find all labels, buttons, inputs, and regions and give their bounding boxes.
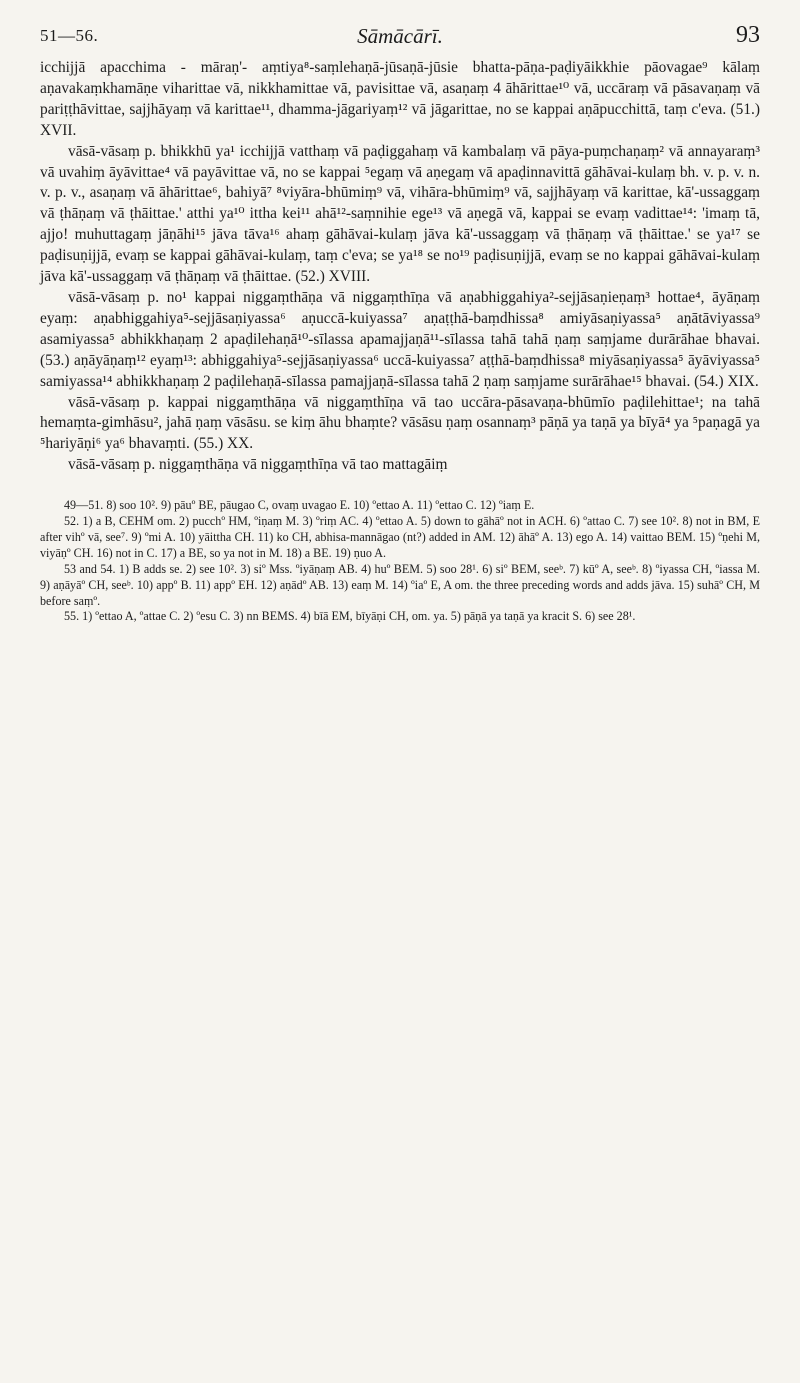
running-title: Sāmācārī. (357, 24, 443, 48)
paragraph-55: vāsā-vāsaṃ p. kappai niggaṃthāṇa vā niggaṃthīṇa vā tao uccāra-pāsavaṇa-bhūmīo paḍilehittae¹; na tahā hemaṃta-gimhāsu², jahā ṇaṃ vāsāsu. se kiṃ āhu bhaṃte? vāsāsu ṇaṃ osannaṃ³ pāṇā ya taṇā ya bīyā⁴ ya ⁵paṇagā ya ⁵hariyāṇi⁶ ya⁶ bhavaṃti. (55.) XX. (40, 393, 760, 453)
paragraph-56-start: vāsā-vāsaṃ p. niggaṃthāṇa vā niggaṃthīṇa vā tao mattagāiṃ (68, 456, 448, 474)
footnote-block-55: 55. 1) ºettao A, ºattae C. 2) ºesu C. 3) nn BEMS. 4) bīā EM, bīyāṇi CH, om. ya. 5) pāṇā ya taṇā ya kracit S. 6) see 28¹. (64, 609, 636, 624)
footnote-block-49-51: 49—51. 8) soo 10². 9) pāuº BE, pāugao C, ovaṃ uvagao E. 10) ºettao A. 11) ºettao C. 12) ºiaṃ E. (64, 498, 535, 513)
page-number: 93 (736, 22, 760, 48)
paragraph-51: icchijjā apacchima - māraṇ'- aṃtiya⁸-saṃlehaṇā-jūsaṇā-jūsie bhatta-pāṇa-paḍiyāikkhie pāovagae⁹ kālaṃ aṇavakaṃkhamāṇe viharittae vā, nikkhamittae vā, pavisittae vā, asaṇaṃ 4 āhārittae¹⁰ vā, uccāraṃ vā pāsavaṇaṃ vā pariṭṭhāvittae, sajjhāyaṃ vā karittae¹¹, dhamma-jāgariyaṃ¹² vā jāgarittae, no se kappai aṇāpucchittā, taṃ c'eva. (51.) XVII. (40, 59, 760, 139)
verse-range: 51—56. (40, 26, 99, 45)
paragraph-52: vāsā-vāsaṃ p. bhikkhū ya¹ icchijjā vatthaṃ vā paḍiggahaṃ vā kambalaṃ vā pāya-puṃchaṇaṃ² vā annayaraṃ³ vā uvahiṃ āyāvittae⁴ vā payāvittae vā, no se kappai ⁵egaṃ vā aṇegaṃ vā apaḍinnavittā gāhāvai-kulaṃ bh. v. p. v. n. v. p. v., asaṇaṃ vā āhārittae⁶, bahiyā⁷ ⁸viyāra-bhūmiṃ⁹ vā, vihāra-bhūmiṃ⁹ vā, sajjhāyaṃ vā karittae, kā'-ussaggaṃ vā ṭhāṇaṃ vā ṭhāittae.' atthi ya¹⁰ ittha kei¹¹ ahā¹²-saṃnihie ege¹³ vā aṇegā vā, kappai se evaṃ vadittae¹⁴: 'imaṃ tā, ajjo! muhuttagaṃ jāṇāhi¹⁵ jāva tāva¹⁶ ahaṃ gāhāvai-kulaṃ jāva kā'-ussaggaṃ vā ṭhāṇaṃ vā ṭhāittae.' se ya¹⁷ se paḍisuṇijjā, evaṃ se kappai gāhāvai-kulaṃ, taṃ c'eva; se ya¹⁸ se no¹⁹ paḍisuṇijjā, evaṃ se no kappai gāhāvai-kulaṃ jāva kā'-ussaggaṃ vā ṭhāṇaṃ vā ṭhāittae. (52.) XVIII. (40, 142, 760, 286)
footnote-block-53-54: 53 and 54. 1) B adds se. 2) see 10². 3) siº Mss. ºiyāṇaṃ AB. 4) huº BEM. 5) soo 28¹. 6) siº BEM, seeᵇ. 7) kūº A, seeᵇ. 8) ºiyassa CH, ºiassa M. 9) aṇāyāº CH, seeᵇ. 10) appº B. 11) appº EH. 12) aṇādº AB. 13) eaṃ M. 14) ºiaº E, A om. the three preceding words and adds jāva. 15) suhāº CH, M before saṃº. (40, 561, 760, 608)
main-text (40, 58, 760, 476)
running-header (40, 18, 760, 58)
footnotes (40, 498, 760, 625)
paragraph-53-54: vāsā-vāsaṃ p. no¹ kappai niggaṃthāṇa vā niggaṃthīṇa vā aṇabhiggahiya²-sejjāsaṇieṇaṃ³ hottae⁴, āyāṇaṃ eyaṃ: aṇabhiggahiya⁵-sejjāsaṇiyassa⁶ aṇuccā-kuiyassa⁷ aṇaṭṭhā-baṃdhissa⁸ amiyāsaṇiyassa⁵ aṇātāviyassa⁹ asamiyassa⁵ abhikkhaṇaṃ 2 apaḍilehaṇā¹⁰-sīlassa apamajjaṇā¹¹-sīlassa tahā tahā ṇaṃ saṃjame durārāhae bhavai. (53.) aṇāyāṇaṃ¹² eyaṃ¹³: abhiggahiya⁵-sejjāsaṇiyassa⁶ uccā-kuiyassa⁷ aṭṭhā-baṃdhissa⁸ miyāsaṇiyassa⁵ āyāviyassa⁵ samiyassa¹⁴ abhikkhaṇaṃ 2 paḍilehaṇā-sīlassa pamajjaṇā-sīlassa tahā 2 ṇaṃ saṃjame surārāhae¹⁵ bhavai. (54.) XIX. (40, 288, 760, 390)
footnote-block-52: 52. 1) a B, CEHM om. 2) pucchº HM, ºiṇaṃ M. 3) ºriṃ AC. 4) ºettao A. 5) down to gāhāº not in ACH. 6) ºattao C. 7) see 10². 8) not in BM, E after vihº vā, see⁷. 9) ºmi A. 10) yāittha CH. 11) ko CH, abhisa-mannāgao (nt?) added in AM. 12) āhāº A. 13) ego A. 14) vaittao BEM. 15) ºṇehi M, viyāṇº CH. 16) not in C. 17) a BE, so ya not in M. 18) a BE. 19) ṇuo A. (40, 514, 760, 560)
